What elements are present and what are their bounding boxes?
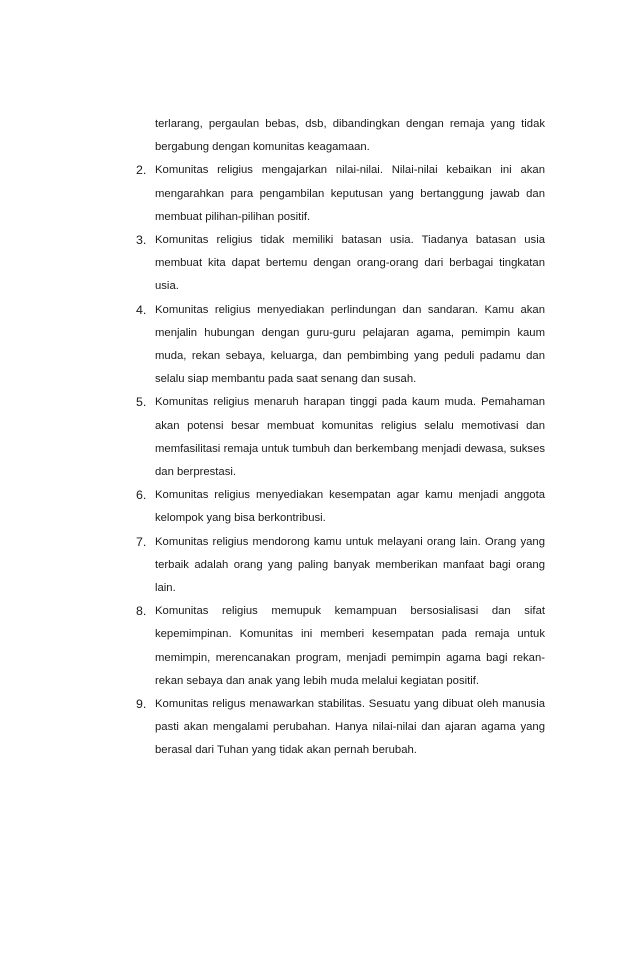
list-item-text: Komunitas religius mengajarkan nilai-nilai. Nilai-nilai kebaikan ini akan mengarahkan para pengambilan keputusan yang bertanggung jawab dan membuat pilihan-pilihan positif. — [155, 164, 545, 223]
list-item — [136, 600, 545, 693]
list-number: 8. — [136, 604, 147, 619]
list-number: 7. — [136, 534, 147, 549]
list-item — [136, 531, 545, 601]
list-item — [136, 693, 545, 763]
list-number: 4. — [136, 302, 147, 317]
list-number: 2. — [136, 163, 147, 178]
list-item-text: Komunitas religius memupuk kemampuan bersosialisasi dan sifat kepemimpinan. Komunitas ini memberi kesempatan pada remaja untuk memimpin, merencanakan program, menjadi pemimpin agama bagi rekan-rekan sebaya dan anak yang lebih muda melalui kegiatan positif. — [155, 605, 545, 687]
list-item — [136, 391, 545, 484]
list-item-text: Komunitas religius menyediakan perlindungan dan sandaran. Kamu akan menjalin hubungan dengan guru-guru pelajaran agama, pemimpin kaum muda, rekan sebaya, keluarga, dan pembimbing yang peduli padamu dan selalu siap membantu pada saat senang dan susah. — [155, 303, 545, 386]
list-item-text: Komunitas religius tidak memiliki batasan usia. Tiadanya batasan usia membuat kita dapat bertemu dengan orang-orang dari berbagai tingkatan usia. — [155, 234, 545, 293]
list-item — [136, 299, 545, 392]
page-content — [136, 113, 545, 763]
list-item-text: Komunitas religius menyediakan kesempatan agar kamu menjadi anggota kelompok yang bisa berkontribusi. — [155, 489, 545, 525]
list-item-text: Komunitas religius mendorong kamu untuk melayani orang lain. Orang yang terbaik adalah orang yang paling banyak memberikan manfaat bagi orang lain. — [155, 535, 545, 595]
list-number: 5. — [136, 395, 147, 410]
list-item — [136, 484, 545, 530]
list-number: 3. — [136, 233, 147, 248]
lead-paragraph: terlarang, pergaulan bebas, dsb, dibandingkan dengan remaja yang tidak bergabung dengan komunitas keagamaan. — [155, 118, 545, 154]
list-item — [136, 229, 545, 299]
list-item — [136, 159, 545, 229]
list-number: 9. — [136, 697, 147, 712]
list-item-text: Komunitas religius menaruh harapan tinggi pada kaum muda. Pemahaman akan potensi besar membuat komunitas religius selalu memotivasi dan memfasilitasi remaja untuk tumbuh dan berkembang menjadi dewasa, sukses dan berprestasi. — [155, 396, 545, 479]
list-item-text: Komunitas religus menawarkan stabilitas. Sesuatu yang dibuat oleh manusia pasti akan mengalami perubahan. Hanya nilai-nilai dan ajaran agama yang berasal dari Tuhan yang tidak akan pernah berubah. — [155, 698, 545, 757]
numbered-list — [136, 159, 545, 762]
list-number: 6. — [136, 488, 147, 503]
